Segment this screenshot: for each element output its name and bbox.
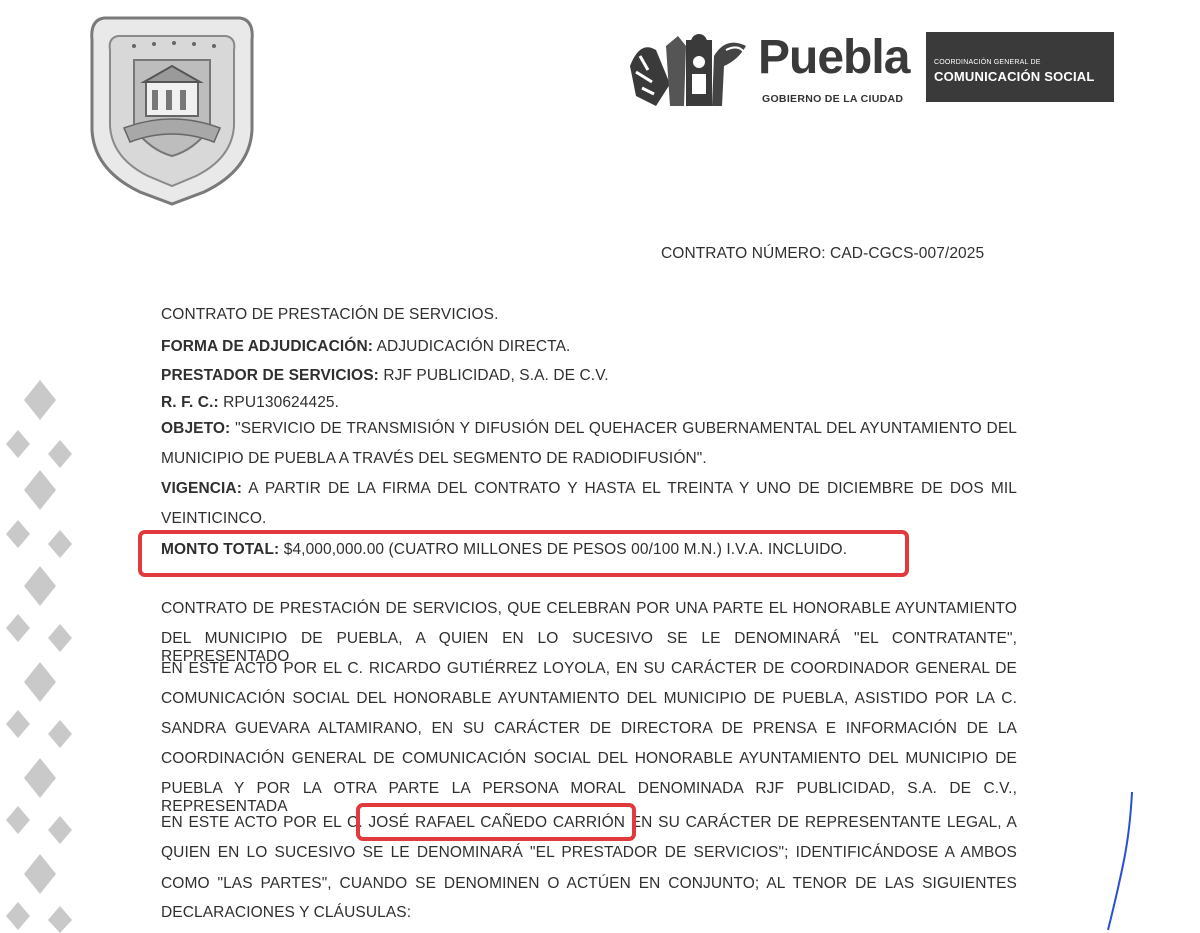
pen-stroke-icon bbox=[1100, 790, 1140, 933]
body-line: CONTRATO DE PRESTACIÓN DE SERVICIOS, QUE CELEBRAN POR UNA PARTE EL HONORABLE AYUNTAMIENTO bbox=[161, 600, 1017, 617]
logo-subtitle: GOBIERNO DE LA CIUDAD bbox=[762, 93, 904, 105]
body-line: COORDINACIÓN GENERAL DE COMUNICACIÓN SOCIAL DEL HONORABLE AYUNTAMIENTO DEL MUNICIPIO DE bbox=[161, 750, 1017, 767]
object-value-1: "SERVICIO DE TRANSMISIÓN Y DIFUSIÓN DEL QUEHACER GUBERNAMENTAL DEL AYUNTAMIENTO DEL bbox=[230, 420, 1017, 437]
amount-value: $4,000,000.00 (CUATRO MILLONES DE PESOS 00/100 M.N.) I.V.A. INCLUIDO. bbox=[279, 541, 848, 558]
provider-value: RJF PUBLICIDAD, S.A. DE C.V. bbox=[378, 367, 609, 384]
logo-wordmark: Puebla bbox=[758, 31, 910, 84]
body-line: PUEBLA Y POR LA OTRA PARTE LA PERSONA MORAL DENOMINADA RJF PUBLICIDAD, S.A. DE C.V., REPRESENTADA bbox=[161, 780, 1017, 815]
body-line: EN ESTE ACTO POR EL C. RICARDO GUTIÉRREZ LOYOLA, EN SU CARÁCTER DE COORDINADOR GENERAL DE bbox=[161, 660, 1017, 677]
object-label: OBJETO: bbox=[161, 420, 231, 437]
body-line: COMO "LAS PARTES", CUANDO SE DENOMINEN O ACTÚEN EN CONJUNTO; AL TENOR DE LAS SIGUIENTES bbox=[161, 875, 1017, 892]
contract-type: CONTRATO DE PRESTACIÓN DE SERVICIOS. bbox=[161, 306, 499, 323]
adjudication-line bbox=[161, 338, 570, 356]
adjudication-label: FORMA DE ADJUDICACIÓN: bbox=[161, 338, 374, 355]
logo-box-big-text: COMUNICACIÓN SOCIAL bbox=[934, 69, 1095, 84]
rfc-line bbox=[161, 394, 339, 412]
adjudication-value: ADJUDICACIÓN DIRECTA. bbox=[373, 338, 571, 355]
decorative-border-icon bbox=[0, 370, 80, 933]
provider-line bbox=[161, 367, 609, 385]
validity-value-1: A PARTIR DE LA FIRMA DEL CONTRATO Y HASTA EL TREINTA Y UNO DE DICIEMBRE DE DOS MIL bbox=[242, 480, 1017, 497]
representative-highlight-box bbox=[356, 803, 636, 841]
body-line: QUIEN EN LO SUCESIVO SE LE DENOMINARÁ "EL PRESTADOR DE SERVICIOS"; IDENTIFICÁNDOSE A AMBOS bbox=[161, 844, 1017, 861]
body-line: EN ESTE ACTO POR EL C. JOSÉ RAFAEL CAÑEDO CARRIÓN EN SU CARÁCTER DE REPRESENTANTE LEGAL, A bbox=[161, 814, 1017, 831]
logo-box-small-text: COORDINACIÓN GENERAL DE bbox=[934, 59, 1041, 66]
amount-highlight-box bbox=[138, 530, 909, 577]
rfc-value: RPU130624425. bbox=[218, 394, 340, 411]
amount-label: MONTO TOTAL: bbox=[161, 541, 280, 558]
body-line: DECLARACIONES Y CLÁUSULAS: bbox=[161, 904, 412, 921]
object-line-1 bbox=[161, 420, 1017, 438]
puebla-emblem-icon bbox=[626, 26, 756, 112]
puebla-logo bbox=[626, 26, 1116, 112]
object-line-2: MUNICIPIO DE PUEBLA A TRAVÉS DEL SEGMENTO DE RADIODIFUSIÓN". bbox=[161, 450, 707, 467]
body-line: DEL MUNICIPIO DE PUEBLA, A QUIEN EN LO SUCESIVO SE LE DENOMINARÁ "EL CONTRATANTE", REPRESENTADO bbox=[161, 630, 1017, 665]
logo-department-box bbox=[926, 32, 1114, 102]
rfc-label: R. F. C.: bbox=[161, 394, 219, 411]
validity-label: VIGENCIA: bbox=[161, 480, 242, 497]
provider-label: PRESTADOR DE SERVICIOS: bbox=[161, 367, 379, 384]
validity-line-2: VEINTICINCO. bbox=[161, 510, 267, 527]
contract-number: CONTRATO NÚMERO: CAD-CGCS-007/2025 bbox=[661, 245, 985, 262]
body-line: COMUNICACIÓN SOCIAL DEL HONORABLE AYUNTAMIENTO DEL MUNICIPIO DE PUEBLA, ASISTIDO POR LA C. bbox=[161, 690, 1017, 707]
body-line: SANDRA GUEVARA ALTAMIRANO, EN SU CARÁCTER DE DIRECTORA DE PRENSA E INFORMACIÓN DE LA bbox=[161, 720, 1017, 737]
validity-line-1 bbox=[161, 480, 1017, 498]
municipal-seal-icon bbox=[84, 10, 260, 206]
